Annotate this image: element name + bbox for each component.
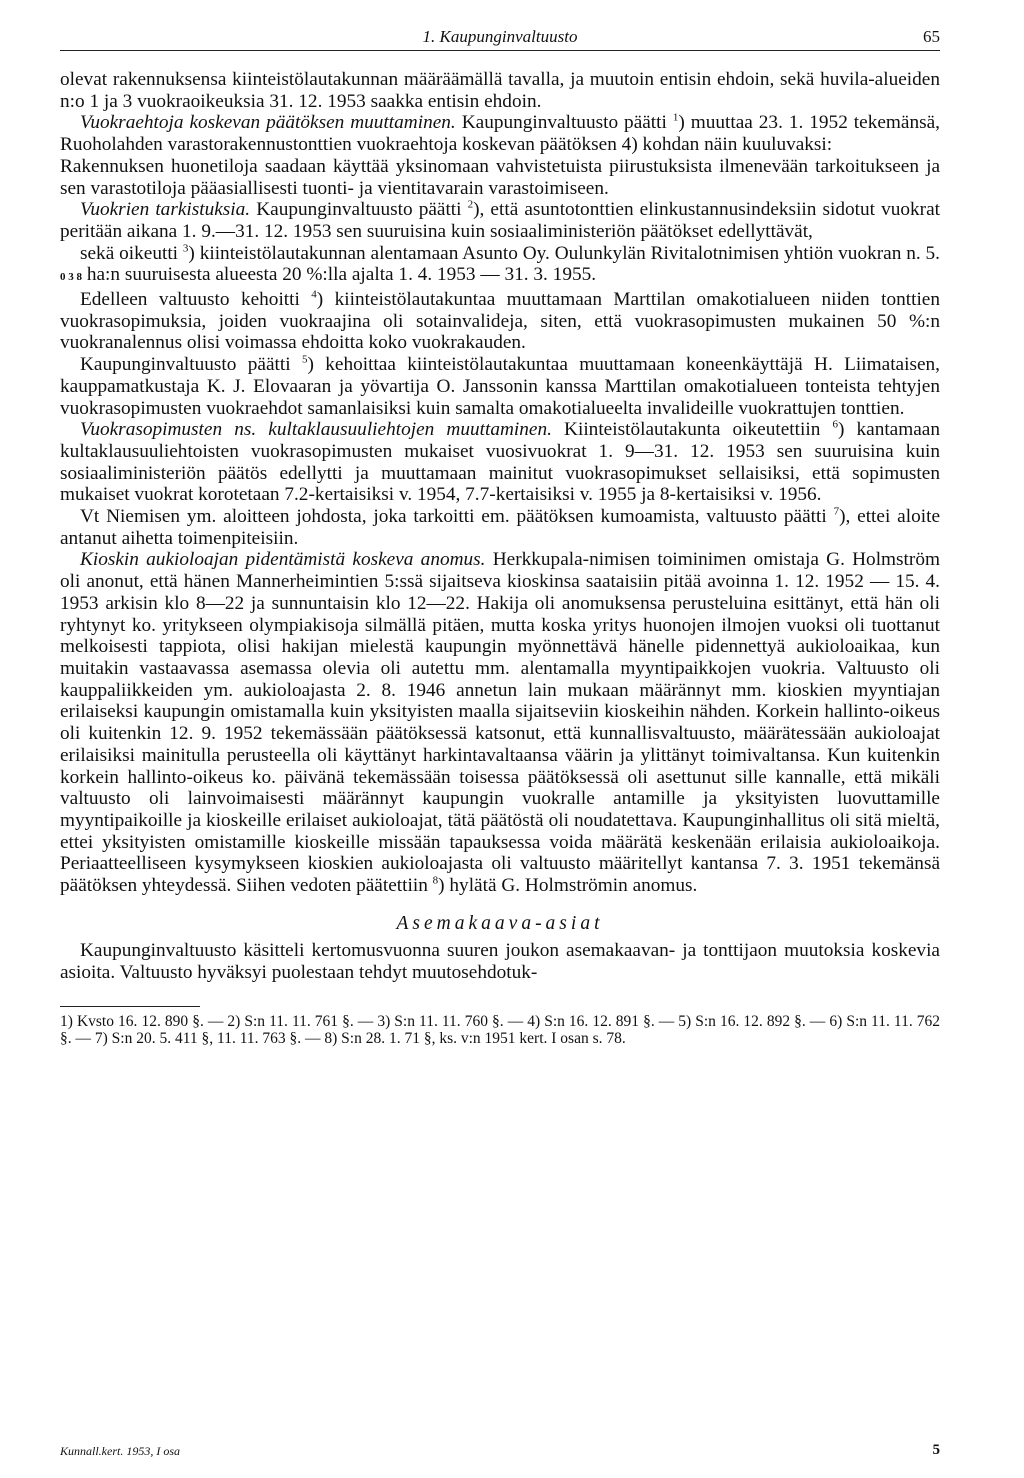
footnote-ref: 5 [301, 353, 308, 366]
footnote-rule [60, 1006, 200, 1013]
paragraph-text: olevat rakennuksensa kiinteistölautakunnan määräämällä tavalla, ja muutoin entisin ehdoin, sekä huvila-alueiden n:o 1 ja 3 vuokraoikeuksia 31. 12. 1953 saakka entisin ehdoin. [60, 69, 940, 112]
paragraph-text: Rakennuksen huonetiloja saadaan käyttää yksinomaan vahvistetuista piirustuksista ilmenevään tarkoitukseen ja sen varastotiloja pääasiallisesti tuonti- ja vientitavarain varastoimiseen. [60, 155, 940, 199]
paragraph-text: ), että asuntotonttien elinkustannusindeksiin sidotut vuokrat peritään aikana 1. 9.—31. 12. 1953 sen suuruisina kuin sosiaaliministeriön päätökset edellyttävät, [60, 199, 940, 242]
page-footer [60, 1440, 940, 1463]
paragraph-text: Kaupunginvaltuusto päätti [80, 354, 302, 376]
running-title: 1. Kaupunginvaltuusto [422, 27, 578, 46]
footnote-ref: 2 [467, 198, 474, 211]
paragraph [60, 199, 940, 242]
paragraph [60, 354, 940, 419]
paragraph-text: Herkkupala-nimisen toiminimen omistaja G. Holmström oli anonut, että hänen Mannerheimintien 5:ssä sijaitseva kioskinsa saataisiin pitää avoinna 1. 12. 1952 — 15. 4. 1953 arkisin klo 8—22 ja sunnuntaisin klo 12—22. Hakija oli anomuksensa perusteluina esittänyt, että hän oli ryhtynyt ko. yritykseen olympiakisoja silmällä pitäen, mutta koska yritys huonojen ilmojen vuoksi oli tuottanut melkoisesti tappiota, olisi hakijan mielestä kaupungin myönnettävä hänelle pidennettyä aukioloaikaa, kun muitakin vastaavassa asemassa olevia oli autettu mm. alentamalla myyntipaikkojen vuokria. Valtuusto oli kauppaliikkeiden ym. aukioloajasta 2. 8. 1946 annetun lain mukaan määrännyt mm. kioskien myyntiajan erilaiseksi kaupungin omistamalla kuin yksityisten maalla sijaitseviin kioskeihin nähden. Korkein hallinto-oikeus oli kuitenkin 12. 9. 1952 tekemässään päätöksessä katsonut, että kunnallisvaltuusto, määrätessään aukioloajat erilaisiksi mainitulla perusteella oli käyttänyt harkintavaltaansa väärin ja ylittänyt toimivaltansa. Kun kuitenkin korkein hallinto-oikeus ko. päivänä tekemässään toisessa päätöksessä oli asettunut sille kannalle, että mikäli valtuusto oli lainvoimaisesti määrännyt kaupungin vuokralle antamille ja yksityisten luovuttamille myyntipaikoille ja kioskeille erilaiset aukioloajat, tätä päätöstä oli noudatettava. Kaupunginhallitus oli sitä mieltä, ettei yksityisten omistamille kioskeille missään tapauksessa voida määrätä keskenään erilaisia aukioloaikoja. Periaatteelliseen kysymykseen kioskien aukioloajasta oli valtuusto määritellyt kantansa 7. 3. 1951 tekemänsä päätöksen yhteydessä. Siihen vedoten päätettiin [60, 549, 940, 897]
running-header [60, 26, 940, 51]
footnote-ref: 8 [432, 874, 439, 887]
paragraph-heading: Vuokraehtoja koskevan päätöksen muuttaminen. [80, 112, 456, 134]
footer-sheet-number: 5 [932, 1442, 940, 1458]
section-heading: Asemakaava-asiat [396, 912, 604, 934]
footer-publication: Kunnall.kert. 1953, I osa [60, 1444, 180, 1458]
paragraph [60, 112, 940, 155]
footnote-ref: 3 [182, 242, 189, 255]
paragraph [60, 289, 940, 354]
footnotes: 1) Kvsto 16. 12. 890 §. — 2) S:n 11. 11. 761 §. — 3) S:n 11. 11. 760 §. — 4) S:n 16. 12. 891 §. — 5) S:n 16. 12. 892 §. — 6) S:n 11. 11. 762 §. — 7) S:n 20. 5. 411 §, 11. 11. 763 §. — 8) S:n 28. 1. 71 §, ks. v:n 1951 kert. I osan s. 78. [60, 1012, 940, 1048]
page-number: 65 [923, 27, 940, 46]
footnote-ref: 4 [311, 288, 317, 301]
paragraph-text: ) hylätä G. Holmströmin anomus. [438, 875, 698, 897]
paragraph [60, 506, 940, 549]
paragraph-text: sekä oikeutti [80, 242, 183, 264]
paragraph-text: 0 3 8 [60, 271, 82, 284]
paragraph-text: Kaupunginvaltuusto päätti [250, 199, 468, 221]
section-body-text [60, 940, 940, 983]
paragraph-text: ) kehoittaa kiinteistölautakuntaa muuttamaan koneenkäyttäjä H. Liimataisen, kauppamatkustaja K. J. Elovaaran ja yövartija O. Janssonin kanssa Marttilan omakotialueen tonteista tehtyjen vuokrasopimusten vuokraehdot samanlaisiksi kuin samalta omakotialueelta invalideille vuokrattujen tonttien. [60, 354, 940, 419]
paragraph [60, 243, 940, 289]
paragraph-heading: Vuokrien tarkistuksia. [80, 199, 251, 221]
paragraph [60, 419, 940, 506]
footnote-ref: 1 [672, 111, 679, 124]
paragraph-text: ), ettei aloite antanut aihetta toimenpiteisiin. [60, 506, 940, 549]
paragraph-heading: Kioskin aukioloajan pidentämistä koskeva anomus. [80, 549, 486, 571]
paragraph-text: Kaupunginvaltuusto käsitteli kertomusvuonna suuren joukon asemakaavan- ja tonttijaon muutoksia koskevia asioita. Valtuusto hyväksyi puolestaan tehdyt muutosehdotuk- [60, 940, 940, 984]
paragraph [60, 69, 940, 112]
paragraph-text: Vt Niemisen ym. aloitteen johdosta, joka tarkoitti em. päätöksen kumoamista, valtuusto päätti [80, 506, 834, 528]
paragraph-text: Edelleen valtuusto kehoitti [80, 289, 312, 311]
paragraph-text: ) kiinteistölautakuntaa muuttamaan Marttilan omakotialueen niiden tonttien vuokrasopimuksia, joiden vuokraajina oli sotainvalideja, siten, että vuokrasopimusten mukainen 50 %:n vuokranalennus olisi voimassa ehdoitta koko vuokrakauden. [60, 289, 940, 354]
paragraph [60, 549, 940, 896]
body-text [60, 69, 940, 897]
paragraph-text: Kiinteistölautakunta oikeutettiin [551, 419, 833, 441]
paragraph [60, 156, 940, 199]
paragraph-text: ) kiinteistölautakunnan alentamaan Asunto Oy. Oulunkylän Rivitalotnimisen yhtiön vuokran n. 5. [188, 242, 941, 264]
paragraph-text: ) kantamaan kultaklausuuliehtoisten vuokrasopimusten mukaiset vuosivuokrat 1. 9—31. 12. 1953 sen suuruisina kuin sosiaaliministeriön päätös edellytti ja muuttamaan mainitut vuokrasopimukset sellaisiksi, että sopimusten mukaiset vuokrat korotetaan 7.2-kertaisiksi v. 1954, 7.7-kertaisiksi v. 1955 ja 8-kertaisiksi v. 1956. [60, 419, 940, 506]
paragraph [60, 940, 940, 983]
paragraph-heading: Vuokrasopimusten ns. kultaklausuuliehtojen muuttaminen. [80, 419, 552, 441]
paragraph-text: ha:n suuruisesta alueesta 20 %:lla ajalta 1. 4. 1953 — 31. 3. 1955. [82, 264, 597, 286]
footnote-ref: 7 [833, 505, 840, 518]
paragraph-text: Kaupunginvaltuusto päätti [455, 112, 673, 134]
footnote-ref: 6 [832, 418, 838, 431]
paragraph-text: ) muuttaa 23. 1. 1952 tekemänsä, Ruoholahden varastorakennustonttien vuokraehtoja koskevan päätöksen 4) kohdan näin kuuluvaksi: [60, 112, 940, 156]
